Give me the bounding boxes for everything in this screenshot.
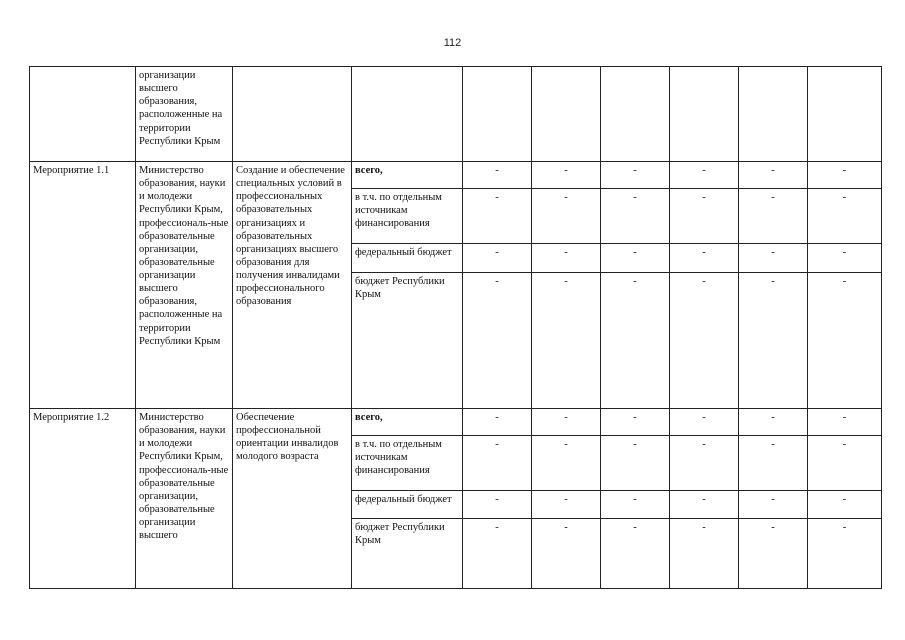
value-cell: - — [670, 436, 739, 491]
value-cell: - — [808, 436, 882, 491]
executor-cell: Министерство образования, науки и молодежи Республики Крым, профессиональ-ные образовательные организации, образовательные организации высшего — [136, 409, 233, 589]
value-cell: - — [670, 162, 739, 189]
value-cell: - — [601, 519, 670, 589]
value-cell: - — [532, 409, 601, 436]
table-row — [30, 409, 882, 436]
value-cell: - — [463, 162, 532, 189]
value-cell: - — [532, 162, 601, 189]
value-cell: - — [739, 436, 808, 491]
source-cell: в т.ч. по отдельным источникам финансирования — [352, 189, 463, 244]
source-cell: в т.ч. по отдельным источникам финансирования — [352, 436, 463, 491]
value-cell: - — [601, 491, 670, 519]
source-cell — [352, 67, 463, 162]
value-cell: - — [670, 519, 739, 589]
value-cell — [739, 67, 808, 162]
value-cell: - — [739, 491, 808, 519]
value-cell: - — [739, 189, 808, 244]
value-cell: - — [463, 189, 532, 244]
executor-cell: организации высшего образования, расположенные на территории Республики Крым — [136, 67, 233, 162]
value-cell: - — [601, 162, 670, 189]
continuation-row — [30, 67, 882, 162]
value-cell: - — [739, 519, 808, 589]
value-cell: - — [463, 409, 532, 436]
value-cell: - — [739, 409, 808, 436]
source-cell: бюджет Республики Крым — [352, 519, 463, 589]
value-cell: - — [808, 162, 882, 189]
value-cell: - — [601, 273, 670, 409]
value-cell: - — [739, 273, 808, 409]
value-cell: - — [532, 491, 601, 519]
value-cell: - — [532, 189, 601, 244]
value-cell: - — [463, 244, 532, 273]
value-cell: - — [601, 189, 670, 244]
value-cell: - — [670, 244, 739, 273]
value-cell: - — [463, 436, 532, 491]
value-cell: - — [739, 162, 808, 189]
event-name-cell: Мероприятие 1.2 — [30, 409, 136, 589]
value-cell: - — [670, 409, 739, 436]
table-row — [30, 162, 882, 189]
value-cell — [532, 67, 601, 162]
value-cell: - — [808, 519, 882, 589]
event-name-cell: Мероприятие 1.1 — [30, 162, 136, 409]
description-cell — [233, 67, 352, 162]
description-cell: Создание и обеспечение специальных условий в профессиональных образовательных организациях и образовательных организациях высшего образования для получения инвалидами профессионального образования — [233, 162, 352, 409]
executor-cell: Министерство образования, науки и молодежи Республики Крым, профессиональ-ные образовательные организации, образовательные организации высшего образования, расположенные на территории Республики Крым — [136, 162, 233, 409]
funding-table — [29, 66, 882, 589]
value-cell — [808, 67, 882, 162]
value-cell — [601, 67, 670, 162]
value-cell: - — [601, 436, 670, 491]
value-cell: - — [808, 491, 882, 519]
value-cell — [463, 67, 532, 162]
value-cell: - — [532, 273, 601, 409]
value-cell: - — [532, 244, 601, 273]
description-cell: Обеспечение профессиональной ориентации инвалидов молодого возраста — [233, 409, 352, 589]
value-cell: - — [601, 244, 670, 273]
value-cell: - — [463, 491, 532, 519]
event-name-cell — [30, 67, 136, 162]
value-cell: - — [532, 436, 601, 491]
value-cell: - — [670, 491, 739, 519]
value-cell: - — [670, 273, 739, 409]
value-cell: - — [808, 244, 882, 273]
value-cell: - — [808, 409, 882, 436]
value-cell: - — [463, 519, 532, 589]
value-cell: - — [601, 409, 670, 436]
source-cell: всего, — [352, 162, 463, 189]
value-cell: - — [808, 273, 882, 409]
source-cell: федеральный бюджет — [352, 244, 463, 273]
value-cell — [670, 67, 739, 162]
value-cell: - — [670, 189, 739, 244]
source-cell: бюджет Республики Крым — [352, 273, 463, 409]
source-cell: всего, — [352, 409, 463, 436]
value-cell: - — [739, 244, 808, 273]
page-number: 112 — [443, 37, 462, 49]
source-cell: федеральный бюджет — [352, 491, 463, 519]
value-cell: - — [808, 189, 882, 244]
value-cell: - — [532, 519, 601, 589]
value-cell: - — [463, 273, 532, 409]
